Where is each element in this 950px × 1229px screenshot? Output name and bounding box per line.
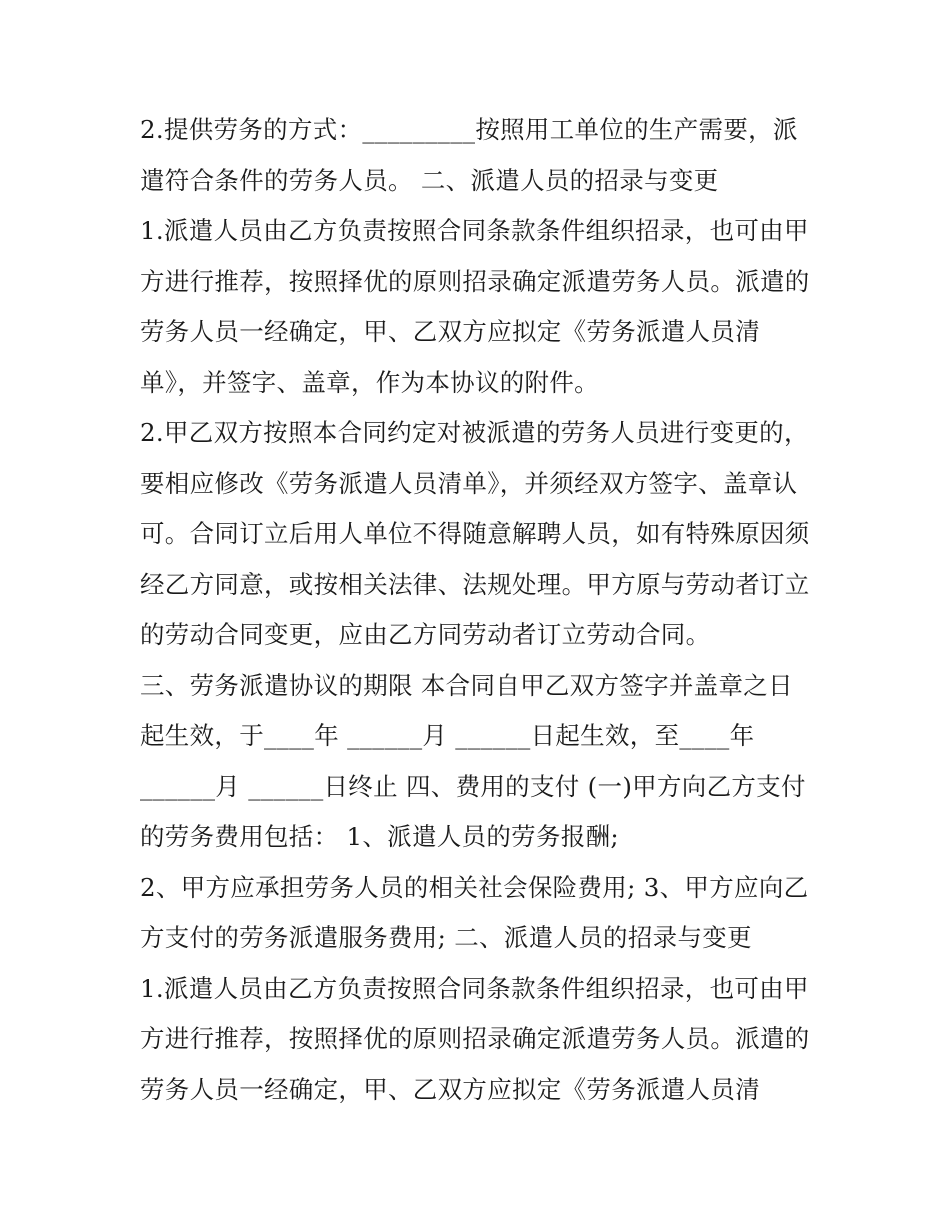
text-line: 遣符合条件的劳务人员。 二、派遣人员的招录与变更 <box>140 166 719 195</box>
text-line: 劳务人员一经确定，甲、乙双方应拟定《劳务派遣人员清 <box>140 1075 760 1104</box>
text-line: 2、甲方应承担劳务人员的相关社会保险费用; 3、甲方应向乙 <box>140 873 809 902</box>
text-line: 1.派遣人员由乙方负责按照合同条款条件组织招录，也可由甲 <box>140 216 809 245</box>
text-line: 1.派遣人员由乙方负责按照合同条款条件组织招录，也可由甲 <box>140 974 809 1003</box>
text-line: 劳务人员一经确定，甲、乙双方应拟定《劳务派遣人员清 <box>140 317 760 346</box>
text-line: 单》，并签字、盖章，作为本协议的附件。 <box>140 368 599 397</box>
text-line: 经乙方同意，或按相关法律、法规处理。甲方原与劳动者订立 <box>140 570 810 599</box>
text-line: 2.提供劳务的方式：_________按照用工单位的生产需要，派 <box>140 115 798 144</box>
text-line: 起生效，于____年 ______月 ______日起生效，至____年 <box>140 721 755 750</box>
text-line: 2.甲乙双方按照本合同约定对被派遣的劳务人员进行变更的， <box>140 418 809 447</box>
text-line: 方进行推荐，按照择优的原则招录确定派遣劳务人员。派遣的 <box>140 267 810 296</box>
text-line: 方支付的劳务派遣服务费用; 二、派遣人员的招录与变更 <box>140 923 752 952</box>
text-line: 方进行推荐，按照择优的原则招录确定派遣劳务人员。派遣的 <box>140 1024 810 1053</box>
text-line: 可。合同订立后用人单位不得随意解聘人员，如有特殊原因须 <box>140 519 810 548</box>
text-line: ______月 ______日终止 四、费用的支付 (一)甲方向乙方支付 <box>140 772 806 801</box>
text-line: 要相应修改《劳务派遣人员清单》，并须经双方签字、盖章认 <box>140 469 798 498</box>
text-line: 的劳务费用包括： 1、派遣人员的劳务报酬; <box>140 822 619 851</box>
text-line: 的劳动合同变更，应由乙方同劳动者订立劳动合同。 <box>140 620 711 649</box>
text-line: 三、劳务派遣协议的期限 本合同自甲乙双方签字并盖章之日 <box>140 671 793 700</box>
